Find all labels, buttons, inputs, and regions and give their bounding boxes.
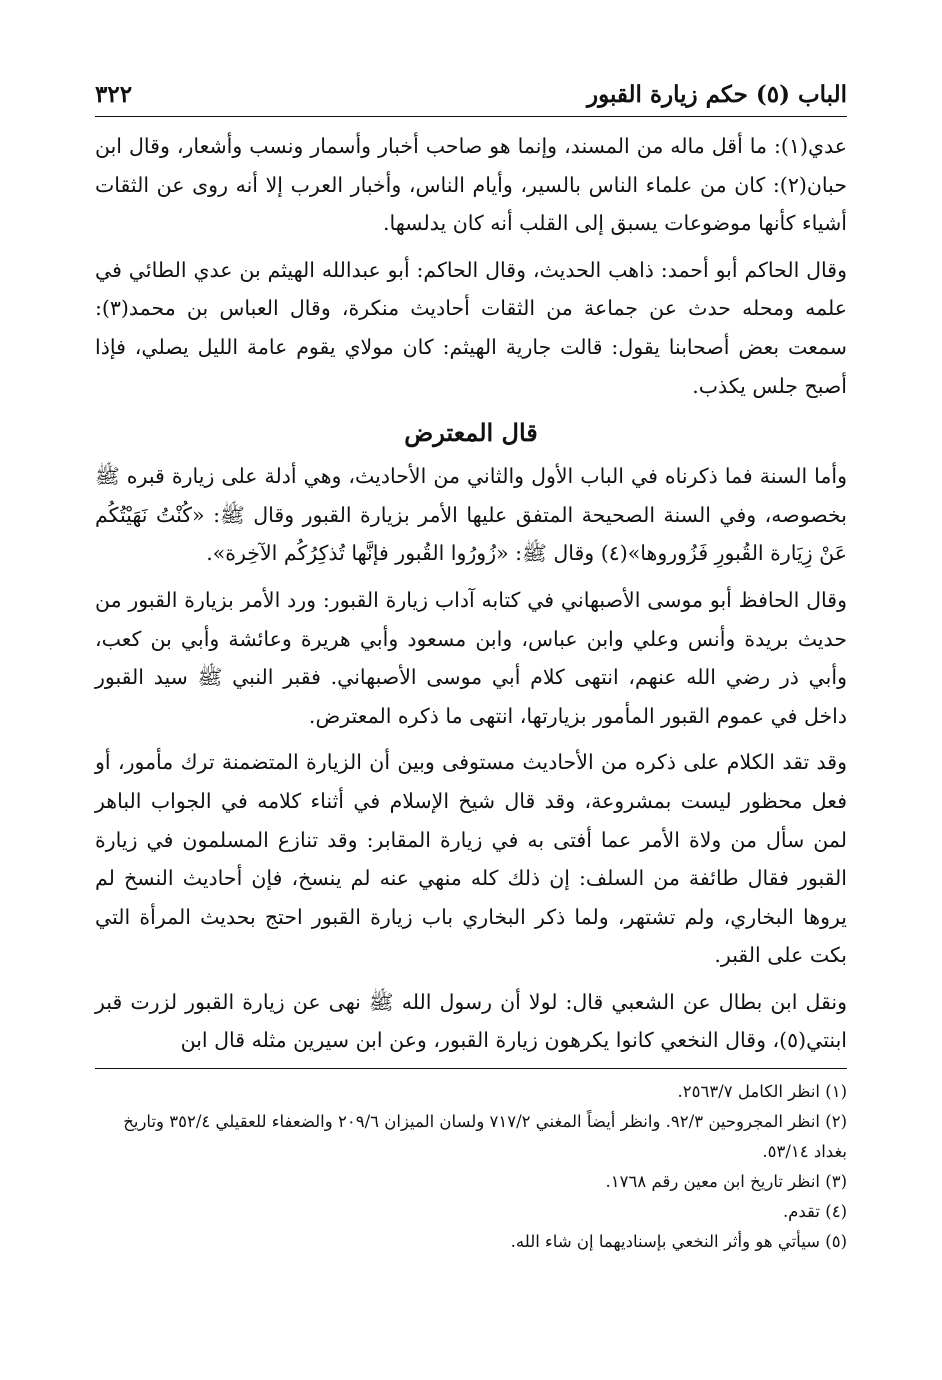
footnotes: [95, 1077, 847, 1257]
main-text: [95, 127, 847, 1060]
header-rule: [95, 116, 847, 117]
paragraph: وقال الحاكم أبو أحمد: ذاهب الحديث، وقال الحاكم: أبو عبدالله الهيثم بن عدي الطائي في علمه ومحله حدث عن جماعة من الثقات أحاديث منكرة، وقال العباس بن محمد(٣): سمعت بعض أصحابنا يقول: قالت جارية الهيثم: كان مولاي يقوم عامة الليل يصلي، فإذا أصبح جلس يكذب.: [95, 257, 847, 398]
paragraph: وقال الحافظ أبو موسى الأصبهاني في كتابه آداب زيارة القبور: ورد الأمر بزيارة القبور من حديث بريدة وأنس وعلي وابن عباس، وابن مسعود وأبي هريرة وعائشة وأبي بن كعب، وأبي ذر رضي الله عنهم، انتهى كلام أبي موسى الأصبهاني. فقبر النبي ﷺ سيد القبور داخل في عموم القبور المأمور بزيارتها، انتهى ما ذكره المعترض.: [95, 587, 847, 728]
paragraph: عدي(١): ما أقل ماله من المسند، وإنما هو صاحب أخبار وأسمار ونسب وأشعار، وقال ابن حبان(٢): كان من علماء الناس بالسير، وأيام الناس، وأخبار العرب إلا أنه روى عن الثقات أشياء كأنها موضوعات يسبق إلى القلب أنه كان يدلسها.: [95, 134, 847, 236]
page-number: ٣٢٢: [95, 81, 133, 108]
footnote: (٥) سيأتي هو وأثر النخعي بإسناديهما إن شاء الله.: [510, 1232, 847, 1252]
paragraph: ونقل ابن بطال عن الشعبي قال: لولا أن رسول الله ﷺ نهى عن زيارة القبور لزرت قبر ابنتي(٥)، وقال النخعي كانوا يكرهون زيارة القبور، وعن ابن سيرين مثله قال ابن: [95, 989, 847, 1053]
chapter-title: الباب (٥) حكم زيارة القبور: [586, 81, 847, 108]
paragraph: وقد تقد الكلام على ذكره من الأحاديث مستوفى وبين أن الزيارة المتضمنة ترك مأمور، أو فعل محظور ليست بمشروعة، وقد قال شيخ الإسلام في أثناء كلامه في الجواب الباهر لمن سأل من ولاة الأمر عما أفتى به في زيارة المقابر: وقد تنازع المسلمون في زيارة القبور فقال طائفة من السلف: إن ذلك كله منهي عنه لم ينسخ، فإن أحاديث النسخ لم يروها البخاري، ولم تشتهر، ولما ذكر البخاري باب زيارة القبور احتج بحديث المرأة التي بكت على القبر.: [95, 750, 847, 968]
book-page: [95, 78, 847, 1257]
footnote: (٢) انظر المجروحين ٩٢/٣. وانظر أيضاً المغني ٧١٧/٢ ولسان الميزان ٢٠٩/٦ والضعفاء للعقيلي ٣٥٢/٤ وتاريخ بغداد ٥٣/١٤.: [123, 1112, 847, 1162]
section-heading: قال المعترض: [404, 418, 538, 448]
running-header: [95, 78, 847, 112]
footnote: (٣) انظر تاريخ ابن معين رقم ١٧٦٨.: [605, 1172, 847, 1192]
footnote: (١) انظر الكامل ٢٥٦٣/٧.: [677, 1082, 847, 1102]
footnote-rule: [95, 1068, 847, 1069]
paragraph: وأما السنة فما ذكرناه في الباب الأول والثاني من الأحاديث، وهي أدلة على زيارة قبره ﷺ بخصوصه، وفي السنة الصحيحة المتفق عليها الأمر بزيارة القبور وقال ﷺ: «كُنْتُ نَهَيْتُكُم عَنْ زِيَارة القُبورِ فَزُوروها»(٤) وقال ﷺ: «زُورُوا القُبور فإنَّها تُذكِرُكُم الآخِرة».: [95, 464, 847, 566]
footnote: (٤) تقدم.: [782, 1202, 847, 1222]
